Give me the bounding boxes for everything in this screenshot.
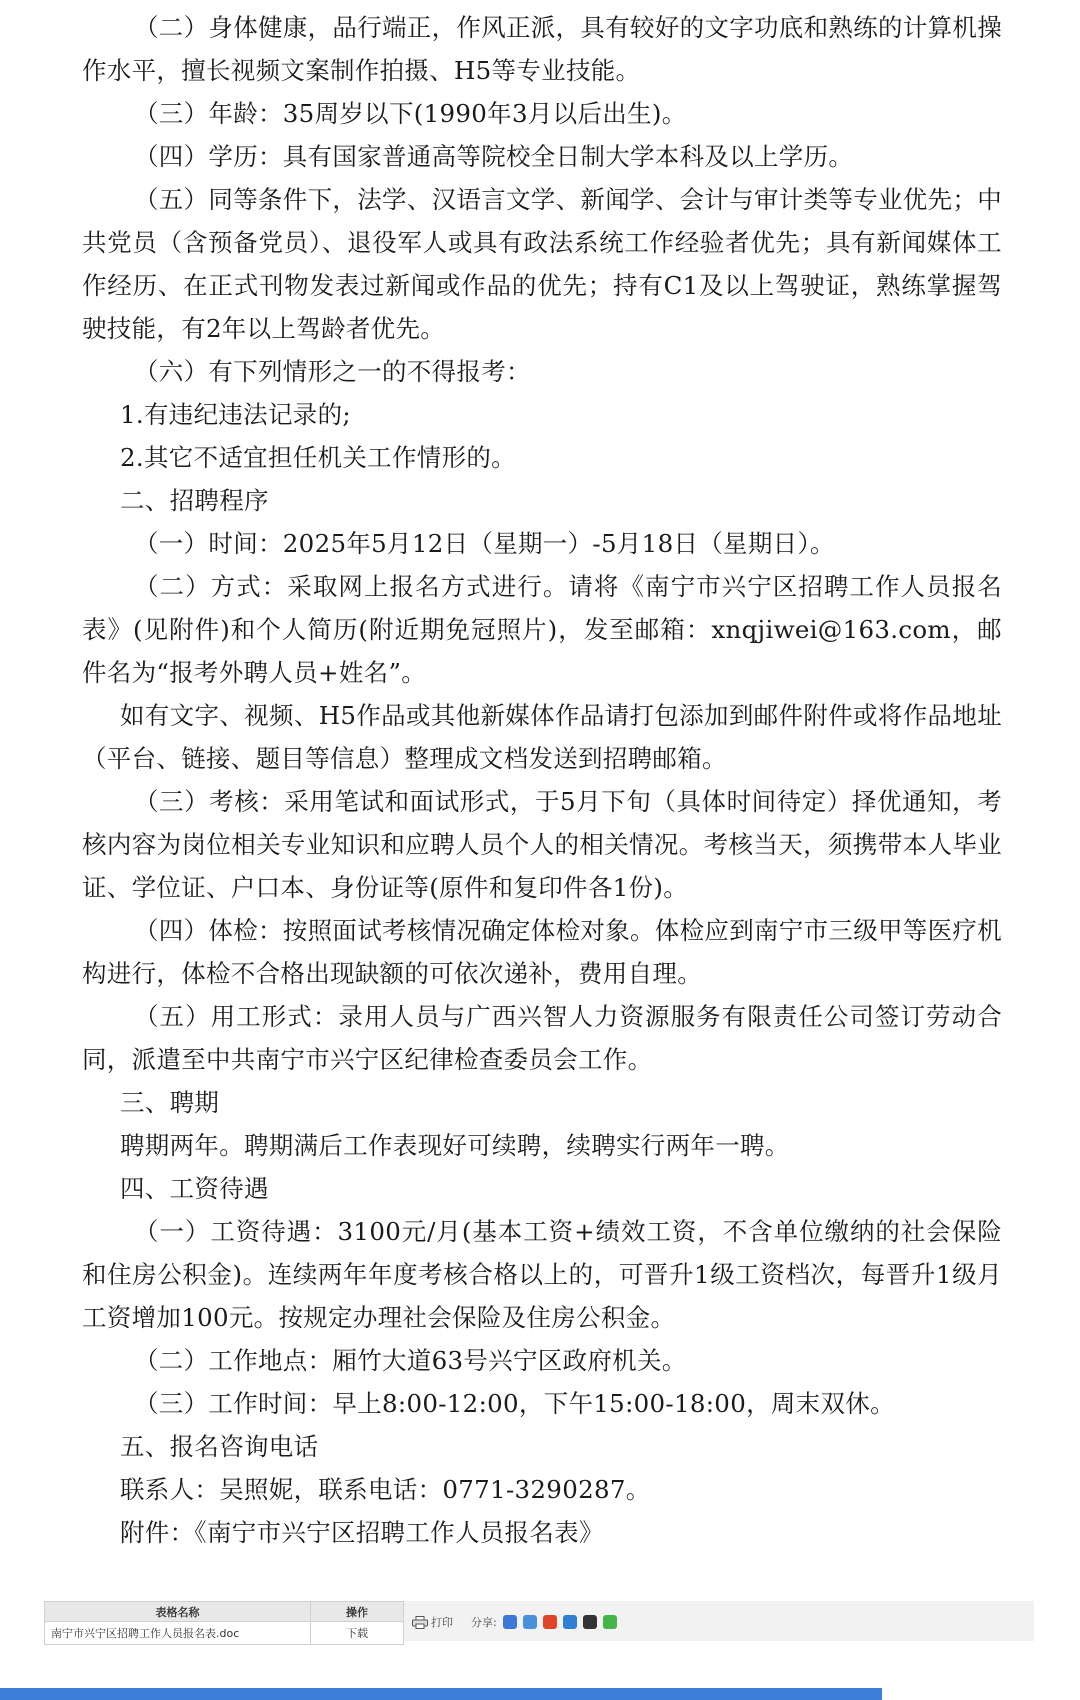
column-header-op: 操作	[311, 1602, 404, 1622]
attachment-table	[44, 1601, 404, 1645]
article-paragraph: （二）身体健康，品行端正，作风正派，具有较好的文字功底和熟练的计算机操作水平，擅长视频文案制作拍摄、H5等专业技能。	[82, 13, 1002, 85]
section-heading: 三、聘期	[120, 1088, 220, 1117]
column-header-name: 表格名称	[45, 1602, 311, 1622]
renren-share-icon[interactable]	[563, 1615, 577, 1629]
article-paragraph: （三）考核：采用笔试和面试形式，于5月下旬（具体时间待定）择优通知，考核内容为岗位相关专业知识和应聘人员个人的相关情况。考核当天，须携带本人毕业证、学位证、户口本、身份证等(原件和复印件各1份)。	[82, 787, 1002, 902]
qq-share-icon[interactable]	[583, 1615, 597, 1629]
article-paragraph: （一）时间：2025年5月12日（星期一）-5月18日（星期日）。	[134, 529, 835, 558]
article-paragraph: 联系人：吴照妮，联系电话：0771-3290287。	[120, 1475, 651, 1504]
article-paragraph: （四）学历：具有国家普通高等院校全日制大学本科及以上学历。	[134, 142, 854, 171]
article-paragraph: （六）有下列情形之一的不得报考：	[134, 357, 531, 386]
section-heading: 二、招聘程序	[120, 486, 269, 515]
download-link[interactable]: 下载	[311, 1622, 404, 1645]
article-paragraph: 2.其它不适宜担任机关工作情形的。	[120, 443, 516, 472]
section-heading: 五、报名咨询电话	[120, 1432, 319, 1461]
print-button[interactable]: 打印	[431, 1616, 453, 1629]
printer-icon[interactable]	[412, 1616, 428, 1629]
wechat-share-icon[interactable]	[603, 1615, 617, 1629]
share-label: 分享:	[471, 1616, 497, 1629]
article-paragraph: （一）工资待遇：3100元/月(基本工资+绩效工资，不含单位缴纳的社会保险和住房公积金)。连续两年年度考核合格以上的，可晋升1级工资档次，每晋升1级月工资增加100元。按规定办理社会保险及住房公积金。	[82, 1217, 1002, 1332]
article-paragraph: （五）同等条件下，法学、汉语言文学、新闻学、会计与审计类等专业优先；中共党员（含预备党员）、退役军人或具有政法系统工作经验者优先；具有新闻媒体工作经历、在正式刊物发表过新闻或作品的优先；持有C1及以上驾驶证，熟练掌握驾驶技能，有2年以上驾龄者优先。	[82, 185, 1002, 343]
bottom-accent-strip	[0, 1688, 882, 1700]
article-paragraph: （三）工作时间：早上8:00-12:00，下午15:00-18:00，周末双休。	[134, 1389, 895, 1418]
article-paragraph: （四）体检：按照面试考核情况确定体检对象。体检应到南宁市三级甲等医疗机构进行，体检不合格出现缺额的可依次递补，费用自理。	[82, 916, 1002, 988]
article-paragraph: （二）工作地点：厢竹大道63号兴宁区政府机关。	[134, 1346, 687, 1375]
article-paragraph: （五）用工形式：录用人员与广西兴智人力资源服务有限责任公司签订劳动合同，派遣至中共南宁市兴宁区纪律检查委员会工作。	[82, 1002, 1002, 1074]
article-body	[82, 6, 1002, 1554]
article-paragraph: 1.有违纪违法记录的;	[120, 400, 351, 429]
article-paragraph: （二）方式：采取网上报名方式进行。请将《南宁市兴宁区招聘工作人员报名表》(见附件)和个人简历(附近期免冠照片)，发至邮箱：xnqjiwei@163.com，邮件名为“报考外聘人员+姓名”。	[82, 572, 1002, 687]
attachment-line: 附件：《南宁市兴宁区招聘工作人员报名表》	[120, 1518, 604, 1547]
table-row	[45, 1622, 404, 1645]
qzone-share-icon[interactable]	[503, 1615, 517, 1629]
article-paragraph: 如有文字、视频、H5作品或其他新媒体作品请打包添加到邮件附件或将作品地址（平台、链接、题目等信息）整理成文档发送到招聘邮箱。	[82, 701, 1002, 773]
print-share-toolbar	[412, 1612, 623, 1632]
attachment-file-name[interactable]: 南宁市兴宁区招聘工作人员报名表.doc	[45, 1622, 311, 1645]
article-paragraph: 聘期两年。聘期满后工作表现好可续聘，续聘实行两年一聘。	[120, 1131, 790, 1160]
article-paragraph: （三）年龄：35周岁以下(1990年3月以后出生)。	[134, 99, 687, 128]
tencent-weibo-share-icon[interactable]	[523, 1615, 537, 1629]
attachment-table-header	[45, 1602, 404, 1622]
sina-weibo-share-icon[interactable]	[543, 1615, 557, 1629]
section-heading: 四、工资待遇	[120, 1174, 269, 1203]
